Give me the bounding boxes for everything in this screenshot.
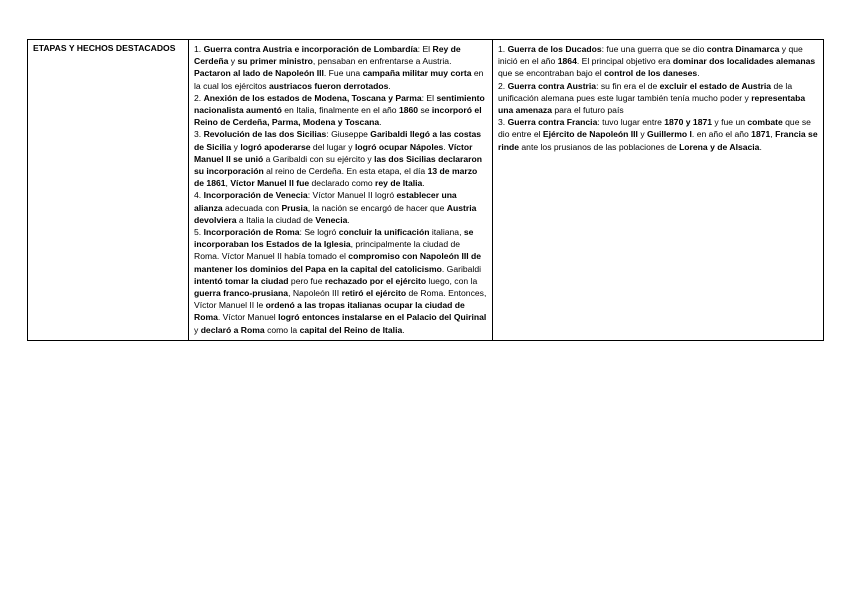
text-run: a Italia la ciudad de [236, 214, 316, 225]
bold-text: excluir el estado de Austria [659, 80, 772, 91]
bold-text: campaña militar muy corta [362, 68, 472, 79]
bold-text: control de los daneses [604, 68, 698, 79]
bold-text: Rey de Cerdeña [194, 44, 461, 67]
text-run: , [770, 129, 776, 140]
text-run: en la cual los ejércitos [194, 68, 484, 91]
text-run: 1. [194, 44, 204, 54]
text-run: del lugar y [310, 141, 355, 152]
bold-text: Pactaron al lado de Napoleón III [194, 68, 324, 79]
bold-text: incorporó el Reino de Cerdeña, Parma, Modena y Toscana [194, 105, 482, 128]
bold-text: 1864 [557, 56, 577, 67]
bold-text: rechazado por el ejército [324, 275, 427, 286]
bold-text: guerra franco-prusiana [194, 288, 289, 299]
bold-text: 13 de marzo de 1861 [194, 166, 478, 189]
text-run: , la nación se encargó de hacer que [307, 202, 447, 213]
bold-text: declaró a Roma [200, 324, 265, 335]
bold-text: Austria devolviera [194, 202, 477, 225]
entry-item [194, 128, 487, 189]
bold-text: intentó tomar la ciudad [194, 275, 289, 286]
text-run: y [194, 324, 201, 335]
bold-text: Guerra de los Ducados [507, 44, 602, 54]
bold-text: Revolución de las dos Sicilias [203, 129, 327, 140]
text-run: : Víctor Manuel II logró [307, 190, 397, 201]
bold-text: Víctor Manuel II fue [230, 178, 310, 189]
text-run: y [637, 129, 648, 140]
bold-text: compromiso con Napoleón III de mantener los dominios del Papa en la capital del catolicismo [194, 251, 482, 274]
text-run: adecuada con [222, 202, 282, 213]
text-run: : Se logró [299, 227, 339, 238]
bold-text: Garibaldi llegó a las costas de Sicilia [194, 129, 482, 152]
text-run: . [443, 141, 449, 152]
text-run: ante los prusianos de las poblaciones de [519, 141, 680, 152]
text-run: . [388, 80, 391, 91]
text-run: 2. [194, 92, 204, 103]
bold-text: logró apoderarse [240, 141, 311, 152]
text-run: . [379, 117, 382, 128]
text-run: y fue un [712, 117, 748, 128]
text-run: . El principal objetivo era [576, 56, 673, 67]
bold-text: Anexión de los estados de Modena, Toscana y Parma [203, 92, 422, 103]
italy-unification-cell [189, 40, 493, 341]
text-run: . [347, 214, 350, 225]
bold-text: Lorena y de Alsacia [679, 141, 760, 152]
text-run: . [759, 141, 762, 152]
text-run: en Italia, finalmente en el año [281, 105, 399, 116]
bold-text: contra Dinamarca [706, 44, 780, 54]
text-run: para el futuro país [551, 105, 624, 116]
stages-heading: ETAPAS Y HECHOS DESTACADOS [33, 43, 176, 53]
text-run: . [422, 178, 425, 189]
bold-text: combate [747, 117, 783, 128]
stages-table [27, 39, 824, 341]
text-run: luego, con la [426, 275, 478, 286]
bold-text: establecer una alianza [194, 190, 457, 213]
table-row [28, 40, 824, 341]
text-run: , principalmente la ciudad de Roma. Víctor Manuel II había tomado el [194, 239, 461, 262]
bold-text: concluir la unificación [338, 227, 430, 238]
entry-item [194, 226, 487, 336]
text-run: 1. [498, 44, 508, 54]
text-run: . Fue una [323, 68, 363, 79]
text-run: como la [264, 324, 300, 335]
bold-text: Guerra contra Austria e incorporación de Lombardía [203, 44, 418, 54]
germany-unification-cell [493, 40, 824, 341]
bold-text: Víctor Manuel II se unió [194, 141, 473, 164]
bold-text: representaba una amenaza [498, 92, 806, 116]
text-run: . en año el año [691, 129, 752, 140]
bold-text: Guillermo I [647, 129, 692, 140]
bold-text: Ejército de Napoleón III [542, 129, 638, 140]
bold-text: Incorporación de Venecia [203, 190, 308, 201]
text-run: y [231, 141, 241, 152]
bold-text: sentimiento nacionalista aumentó [194, 92, 485, 116]
text-run: que se encontraban bajo el [498, 68, 605, 79]
bold-text: 1860 [398, 105, 419, 116]
text-run: . Garibaldi [441, 263, 482, 274]
entry-item [194, 189, 487, 226]
bold-text: austriacos fueron derrotados [269, 80, 389, 91]
text-run: 3. [498, 117, 508, 128]
text-run: de la unificación alemana pues este lugar también tenía mucho poder y [498, 80, 793, 103]
heading-cell [28, 40, 189, 341]
text-run: . [402, 324, 405, 335]
text-run: 4. [194, 190, 204, 201]
bold-text: dominar dos localidades alemanas [672, 56, 816, 67]
text-run: pero fue [288, 275, 325, 286]
text-run: se [418, 105, 432, 116]
bold-text: logró ocupar Nápoles [354, 141, 444, 152]
text-run: . [697, 68, 700, 79]
bold-text: Venecia [315, 214, 348, 225]
bold-text: 1871 [751, 129, 771, 140]
bold-text: Guerra contra Francia [507, 117, 598, 128]
text-run: . Víctor Manuel [217, 312, 279, 323]
bold-text: Guerra contra Austria [507, 80, 597, 91]
text-run: , pensaban en enfrentarse a Austria. [312, 56, 452, 67]
text-run: : su fin era el de [596, 80, 660, 91]
text-run: 5. [194, 227, 204, 238]
bold-text: su primer ministro [237, 56, 313, 67]
bold-text: Prusia [281, 202, 308, 213]
text-run: : fue una guerra que se dio [601, 44, 707, 54]
text-run: de Roma. Entonces, Víctor Manuel II le [194, 288, 487, 311]
text-run: , Napoleón III [288, 288, 342, 299]
text-run: que se dio entre el [498, 117, 811, 140]
bold-text: logró entonces instalarse en el Palacio del Quirinal [278, 312, 487, 323]
entry-item [498, 80, 818, 117]
bold-text: Francia se rinde [498, 129, 818, 152]
text-run: italiana, [429, 227, 464, 238]
text-run: : El [417, 44, 433, 54]
text-run: al reino de Cerdeña. En esta etapa, el día [263, 166, 428, 177]
entry-item [498, 116, 818, 153]
text-run: , [225, 178, 231, 189]
bold-text: capital del Reino de Italia [299, 324, 403, 335]
bold-text: rey de Italia [375, 178, 423, 189]
text-run: : tuvo lugar entre [597, 117, 665, 128]
bold-text: se incorporaban los Estados de la Iglesia [194, 227, 474, 250]
text-run: y que inició en el año [498, 44, 803, 67]
text-run: 2. [498, 80, 508, 91]
text-run: : El [421, 92, 437, 103]
entry-item [498, 43, 818, 80]
text-run: : Giuseppe [326, 129, 371, 140]
bold-text: ordenó a las tropas italianas ocupar la ciudad de Roma [194, 300, 465, 323]
entry-item [194, 92, 487, 129]
entry-item [194, 43, 487, 92]
bold-text: retiró el ejército [341, 288, 407, 299]
text-run: y [228, 56, 238, 67]
text-run: declarado como [309, 178, 376, 189]
bold-text: las dos Sicilias declararon su incorporación [194, 153, 483, 177]
text-run: a Garibaldi con su ejército y [263, 153, 375, 164]
bold-text: 1870 y 1871 [664, 117, 713, 128]
text-run: 3. [194, 129, 204, 140]
bold-text: Incorporación de Roma [203, 227, 300, 238]
